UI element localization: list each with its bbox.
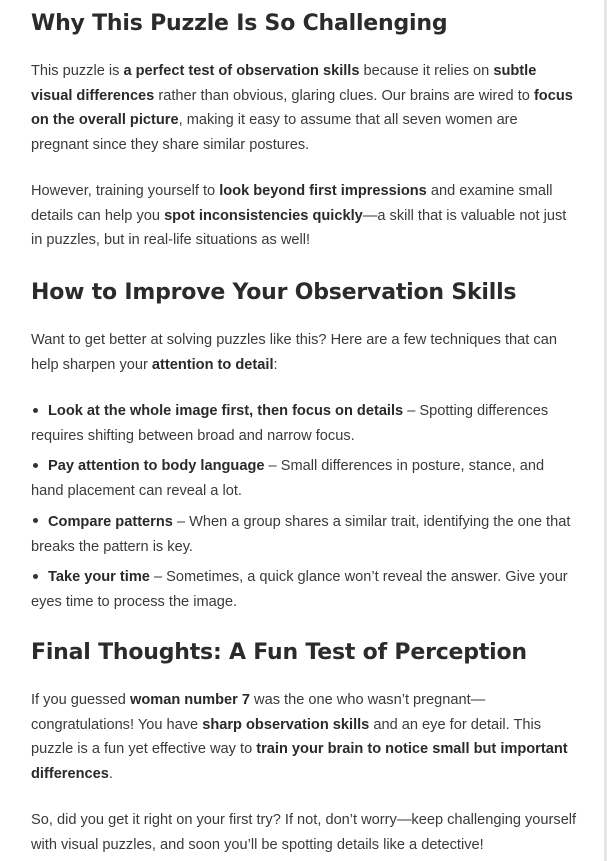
list-item: Compare patterns – When a group shares a similar trait, identifying the one that breaks the pattern is key. xyxy=(31,513,571,555)
bullet-icon xyxy=(33,408,38,413)
technique-list xyxy=(31,399,577,621)
section-heading-challenging: Why This Puzzle Is So Challenging xyxy=(31,11,448,36)
paragraph-improve-intro: Want to get better at solving puzzles like this? Here are a few techniques that can help sharpen your attention to detail: xyxy=(31,332,557,373)
paragraph-challenging-2: However, training yourself to look beyond first impressions and examine small details can help you spot inconsistencies quickly—a skill that is valuable not just in puzzles, but in real-life situations as well! xyxy=(31,183,567,249)
list-item: Pay attention to body language – Small differences in posture, stance, and hand placement can reveal a lot. xyxy=(31,458,545,500)
section-heading-improve: How to Improve Your Observation Skills xyxy=(31,280,517,305)
list-item: Look at the whole image first, then focus on details – Spotting differences requires shifting between broad and narrow focus. xyxy=(31,403,549,444)
section-heading-final: Final Thoughts: A Fun Test of Perception xyxy=(31,640,527,665)
paragraph-challenging-1: This puzzle is a perfect test of observation skills because it relies on subtle visual differences rather than obvious, glaring clues. Our brains are wired to focus on the overall picture, making it easy to assume that all seven women are pregnant since they share similar postures. xyxy=(31,63,573,154)
list-item: Take your time – Sometimes, a quick glance won’t reveal the answer. Give your eyes time to process the image. xyxy=(31,569,568,610)
bullet-icon xyxy=(33,463,38,468)
bullet-icon xyxy=(33,574,38,579)
paragraph-final-2: So, did you get it right on your first try? If not, don’t worry—keep challenging yourself with visual puzzles, and soon you’ll be spotting details like a detective! xyxy=(31,812,577,853)
bullet-icon xyxy=(33,518,38,523)
paragraph-final-1: If you guessed woman number 7 was the one who wasn’t pregnant—congratulations! You have sharp observation skills and an eye for detail. This puzzle is a fun yet effective way to train your brain to notice small but important differences. xyxy=(31,692,568,783)
